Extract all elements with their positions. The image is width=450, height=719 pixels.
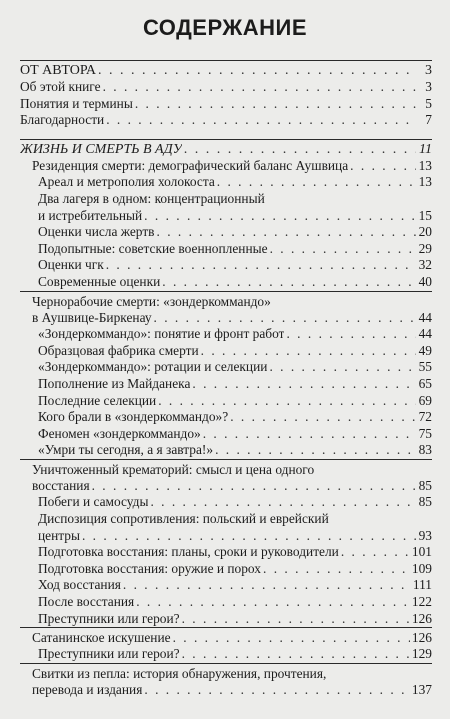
toc-entry-title: центры — [38, 527, 80, 543]
toc-entry-page: 126 — [411, 610, 432, 626]
toc-entry-title: Преступники или герои? — [38, 646, 180, 662]
toc-entry-page: 11 — [419, 141, 432, 157]
toc-entry-title: и истребительный — [38, 207, 143, 223]
toc-entry-title: Ареал и метрополия холокоста — [38, 174, 215, 190]
toc-entry-page: 20 — [418, 224, 432, 240]
toc-entry — [20, 310, 432, 327]
table-of-contents — [20, 60, 432, 698]
toc-entry-page: 75 — [418, 425, 432, 441]
toc-entry-page: 111 — [412, 577, 432, 593]
toc-entry — [20, 158, 432, 175]
toc-entry-title: ОТ АВТОРА — [20, 63, 97, 78]
toc-entry — [20, 208, 432, 225]
toc-entry — [20, 96, 432, 113]
leader-dots — [203, 426, 416, 443]
toc-entry-page: 65 — [418, 375, 432, 391]
toc-entry — [20, 478, 432, 495]
toc-entry-page: 15 — [418, 207, 432, 223]
toc-entry-title: Об этой книге — [20, 79, 101, 94]
leader-dots — [106, 112, 416, 129]
toc-entry-title: Ход восстания — [38, 577, 121, 593]
toc-entry — [20, 426, 432, 443]
toc-entry-title: Образцовая фабрика смерти — [38, 342, 199, 358]
toc-entry-page: 13 — [418, 174, 432, 190]
toc-entry-page: 55 — [418, 359, 432, 375]
toc-entry-page: 40 — [418, 273, 432, 289]
page-title: СОДЕРЖАНИЕ — [142, 15, 308, 40]
leader-dots — [82, 528, 416, 545]
toc-entry — [20, 112, 432, 129]
toc-entry-line: Диспозиция сопротивления: польский и еврейский — [38, 511, 329, 527]
leader-dots — [286, 326, 416, 343]
toc-entry — [20, 224, 432, 241]
leader-dots — [270, 241, 416, 258]
toc-entry-title: Феномен «зондеркоммандо» — [38, 425, 201, 441]
toc-entry-page: 109 — [411, 560, 432, 576]
toc-entry-title: перевода и издания — [32, 681, 143, 697]
toc-entry — [20, 544, 432, 561]
leader-dots — [144, 208, 416, 225]
toc-entry-title: Оценки числа жертв — [38, 224, 155, 240]
toc-entry — [20, 528, 432, 545]
toc-entry-page: 13 — [418, 157, 432, 173]
toc-entry-title: Последние селекции — [38, 392, 157, 408]
toc-entry-page: 72 — [418, 409, 432, 425]
toc-entry-title: Пополнение из Майданека — [38, 375, 191, 391]
toc-entry — [20, 359, 432, 376]
leader-dots — [106, 257, 416, 274]
toc-entry — [20, 646, 432, 663]
toc-entry-line: Два лагеря в одном: концентрационный — [38, 190, 265, 206]
toc-entry-title: Понятия и термины — [20, 95, 133, 111]
leader-dots — [157, 224, 417, 241]
leader-dots — [144, 682, 410, 699]
toc-entry-page: 129 — [411, 646, 432, 662]
toc-entry — [20, 60, 432, 79]
toc-entry — [20, 376, 432, 393]
toc-entry-page: 7 — [425, 112, 432, 128]
toc-entry — [20, 594, 432, 611]
toc-entry-title: «Зондеркоммандо»: понятие и фронт работ — [38, 326, 285, 342]
toc-entry-title: «Зондеркоммандо»: ротации и селекции — [38, 359, 268, 375]
toc-entry — [20, 494, 432, 511]
leader-dots — [269, 359, 416, 376]
toc-entry-line: Свитки из пепла: история обнаружения, прочтения, — [20, 663, 432, 682]
toc-entry-title: Преступники или герои? — [38, 610, 180, 626]
toc-entry-title: Кого брали в «зондеркоммандо»? — [38, 409, 229, 425]
toc-entry — [20, 343, 432, 360]
leader-dots — [182, 611, 410, 628]
toc-entry-title: Резиденция смерти: демографический баланс Аушвица — [32, 157, 349, 173]
toc-entry-title: «Умри ты сегодня, а я завтра!» — [38, 442, 214, 458]
toc-entry-page: 83 — [418, 442, 432, 458]
toc-entry-page: 44 — [418, 326, 432, 342]
toc-entry — [20, 174, 432, 191]
toc-entry-title: Подопытные: советские военнопленные — [38, 240, 268, 256]
toc-entry-page: 49 — [418, 342, 432, 358]
leader-dots — [341, 544, 410, 561]
toc-entry-title: Подготовка восстания: планы, сроки и руководители — [38, 544, 339, 560]
toc-entry — [20, 257, 432, 274]
toc-entry — [20, 241, 432, 258]
toc-entry-line: Уничтоженный крематорий: смысл и цена одного — [20, 459, 432, 478]
toc-entry-title: После восстания — [38, 594, 135, 610]
toc-entry-page: 122 — [411, 594, 432, 610]
toc-entry-page: 101 — [411, 544, 432, 560]
leader-dots — [184, 140, 416, 159]
toc-entry-page: 29 — [418, 240, 432, 256]
leader-dots — [98, 61, 416, 80]
toc-entry-page: 3 — [425, 63, 432, 78]
toc-entry — [20, 274, 432, 291]
leader-dots — [123, 577, 411, 594]
toc-entry-line: Чернорабочие смерти: «зондеркоммандо» — [20, 291, 432, 310]
toc-entry-title: в Аушвице-Биркенау — [32, 309, 152, 325]
toc-entry-title: ЖИЗНЬ И СМЕРТЬ В АДУ — [20, 141, 183, 157]
leader-dots — [182, 646, 410, 663]
toc-entry-page: 126 — [411, 630, 432, 646]
toc-entry-page: 3 — [425, 79, 432, 94]
toc-entry — [20, 79, 432, 96]
toc-entry-page: 85 — [418, 477, 432, 493]
toc-entry — [20, 561, 432, 578]
leader-dots — [135, 96, 416, 113]
toc-entry — [20, 577, 432, 594]
toc-entry — [20, 442, 432, 459]
toc-entry-title: Подготовка восстания: оружие и порох — [38, 560, 261, 576]
toc-entry — [20, 393, 432, 410]
toc-entry — [20, 611, 432, 628]
leader-dots — [92, 478, 416, 495]
toc-entry — [20, 627, 432, 646]
leader-dots — [263, 561, 410, 578]
leader-dots — [215, 442, 416, 459]
toc-entry-page: 137 — [411, 681, 432, 697]
leader-dots — [350, 158, 416, 175]
toc-entry-title: восстания — [32, 477, 90, 493]
toc-entry-page: 5 — [425, 95, 432, 111]
toc-entry — [20, 326, 432, 343]
leader-dots — [230, 409, 416, 426]
toc-entry-title: Сатанинское искушение — [32, 630, 171, 646]
toc-entry-page: 32 — [418, 257, 432, 273]
toc-entry-page: 85 — [418, 494, 432, 510]
toc-entry-title: Современные оценки — [38, 273, 161, 289]
toc-entry — [20, 682, 432, 699]
toc-entry-title: Оценки чгк — [38, 257, 104, 273]
leader-dots — [201, 343, 416, 360]
leader-dots — [150, 494, 416, 511]
toc-entry-title: Побеги и самосуды — [38, 494, 149, 510]
toc-entry-title: Благодарности — [20, 112, 105, 128]
leader-dots — [192, 376, 416, 393]
leader-dots — [173, 628, 410, 647]
leader-dots — [158, 393, 416, 410]
leader-dots — [217, 174, 416, 191]
leader-dots — [103, 79, 416, 96]
toc-entry-page: 69 — [418, 392, 432, 408]
toc-entry-page: 93 — [418, 527, 432, 543]
leader-dots — [162, 274, 416, 291]
leader-dots — [154, 310, 416, 327]
leader-dots — [136, 594, 410, 611]
toc-entry — [20, 139, 432, 158]
toc-entry-page: 44 — [418, 309, 432, 325]
toc-entry — [20, 409, 432, 426]
